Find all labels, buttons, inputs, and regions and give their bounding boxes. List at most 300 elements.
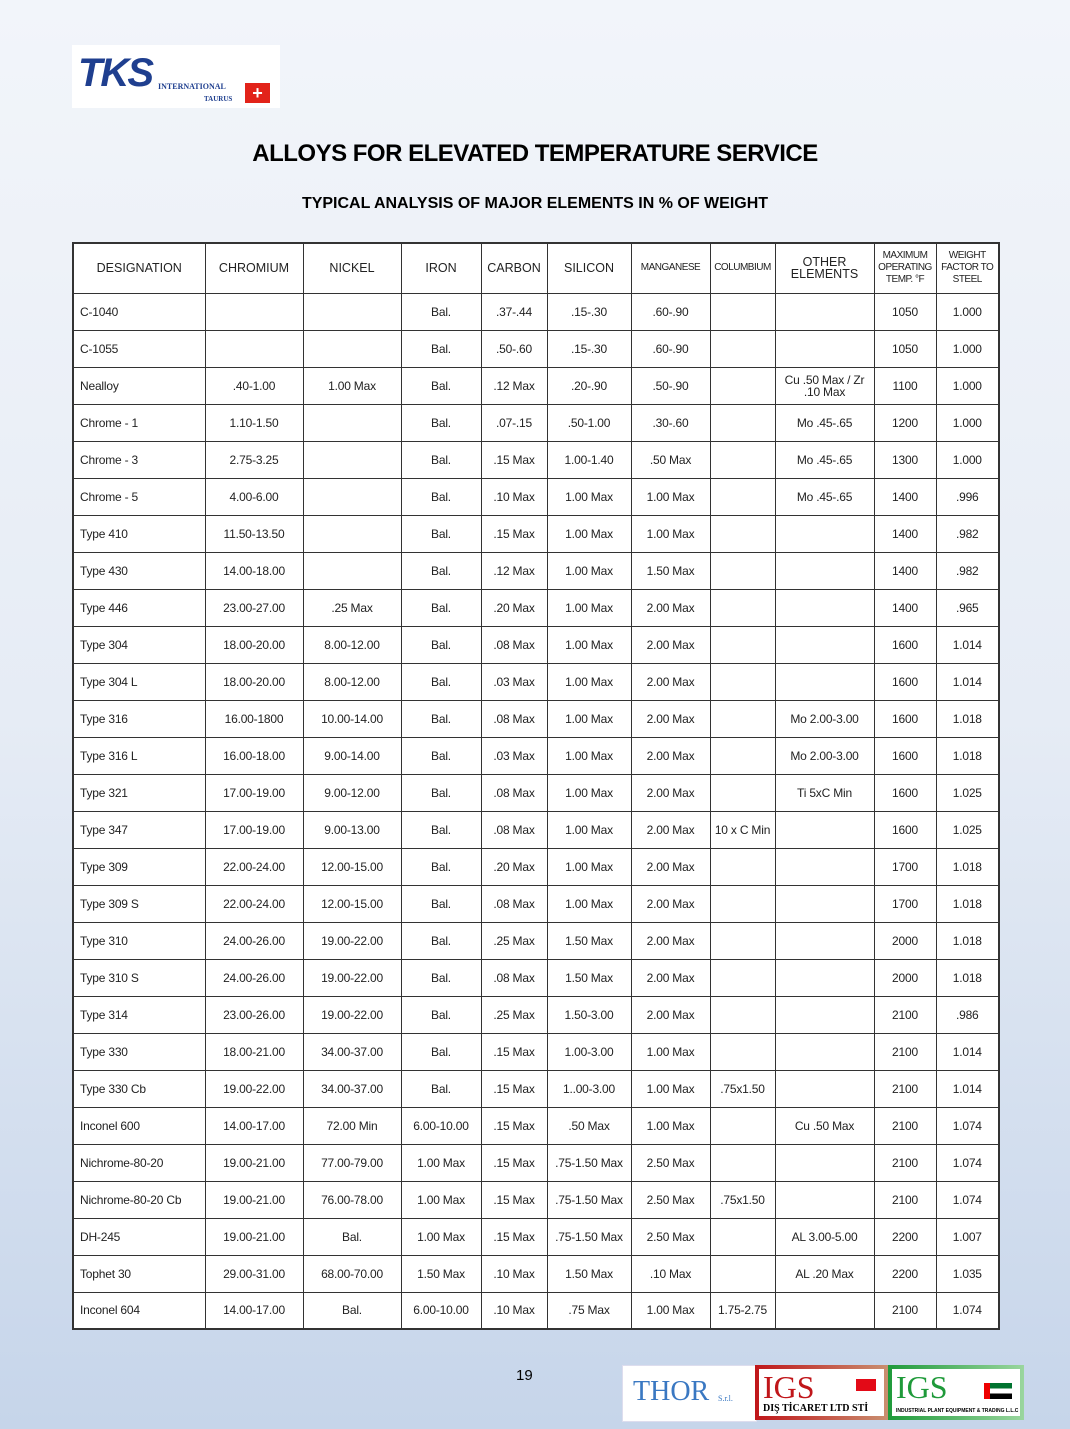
- table-cell: .10 Max: [481, 1255, 547, 1292]
- table-cell: Bal.: [401, 478, 481, 515]
- table-cell: .15 Max: [481, 1033, 547, 1070]
- table-cell: .37-.44: [481, 293, 547, 330]
- table-cell: 1.00 Max: [547, 811, 631, 848]
- table-row: [73, 552, 999, 589]
- table-row: [73, 848, 999, 885]
- table-cell: .15-.30: [547, 330, 631, 367]
- table-cell: [710, 737, 775, 774]
- table-cell: .75-1.50 Max: [547, 1144, 631, 1181]
- table-cell: [710, 1218, 775, 1255]
- table-cell: C-1040: [73, 293, 205, 330]
- table-cell: 24.00-26.00: [205, 922, 303, 959]
- table-cell: 1400: [874, 515, 936, 552]
- table-cell: 34.00-37.00: [303, 1070, 401, 1107]
- column-header: MANGANESE: [631, 243, 710, 293]
- table-cell: [303, 552, 401, 589]
- table-cell: AL 3.00-5.00: [775, 1218, 874, 1255]
- table-cell: Bal.: [401, 737, 481, 774]
- table-row: [73, 589, 999, 626]
- table-cell: Bal.: [401, 1070, 481, 1107]
- table-cell: 1.00 Max: [631, 1107, 710, 1144]
- table-cell: [710, 478, 775, 515]
- table-row: [73, 811, 999, 848]
- table-cell: Inconel 604: [73, 1292, 205, 1329]
- table-cell: 1.00 Max: [303, 367, 401, 404]
- table-cell: 14.00-18.00: [205, 552, 303, 589]
- table-cell: .75x1.50: [710, 1070, 775, 1107]
- table-cell: .15 Max: [481, 1070, 547, 1107]
- table-cell: .08 Max: [481, 626, 547, 663]
- table-cell: 2.00 Max: [631, 737, 710, 774]
- table-row: [73, 1144, 999, 1181]
- table-cell: [775, 515, 874, 552]
- table-cell: [710, 700, 775, 737]
- table-cell: 1.00 Max: [547, 515, 631, 552]
- table-cell: .50-1.00: [547, 404, 631, 441]
- table-cell: Bal.: [401, 996, 481, 1033]
- table-row: [73, 922, 999, 959]
- table-cell: 1.50 Max: [547, 959, 631, 996]
- table-cell: 8.00-12.00: [303, 663, 401, 700]
- table-cell: 1.074: [936, 1181, 999, 1218]
- table-cell: 16.00-18.00: [205, 737, 303, 774]
- table-cell: Chrome - 1: [73, 404, 205, 441]
- table-cell: 1.025: [936, 811, 999, 848]
- table-cell: 1.00 Max: [401, 1218, 481, 1255]
- table-row: [73, 404, 999, 441]
- table-cell: 1.00 Max: [631, 478, 710, 515]
- table-cell: [775, 959, 874, 996]
- column-header: DESIGNATION: [73, 243, 205, 293]
- table-row: [73, 478, 999, 515]
- table-cell: Bal.: [303, 1218, 401, 1255]
- table-cell: 2.00 Max: [631, 996, 710, 1033]
- table-cell: .10 Max: [631, 1255, 710, 1292]
- table-cell: Bal.: [401, 367, 481, 404]
- table-cell: 18.00-20.00: [205, 663, 303, 700]
- table-cell: .75-1.50 Max: [547, 1218, 631, 1255]
- table-cell: Bal.: [401, 848, 481, 885]
- table-cell: 1.074: [936, 1292, 999, 1329]
- table-row: [73, 663, 999, 700]
- table-cell: 1700: [874, 885, 936, 922]
- table-cell: [710, 1033, 775, 1070]
- table-cell: 1200: [874, 404, 936, 441]
- table-cell: Type 330: [73, 1033, 205, 1070]
- table-cell: Bal.: [401, 515, 481, 552]
- table-cell: 1.00 Max: [547, 663, 631, 700]
- thor-sub: S.r.l.: [718, 1394, 733, 1403]
- table-cell: Bal.: [401, 293, 481, 330]
- table-cell: Type 316: [73, 700, 205, 737]
- table-cell: 2000: [874, 922, 936, 959]
- table-cell: 72.00 Min: [303, 1107, 401, 1144]
- table-cell: Type 430: [73, 552, 205, 589]
- table-cell: 1.014: [936, 1070, 999, 1107]
- table-cell: .982: [936, 552, 999, 589]
- table-cell: 11.50-13.50: [205, 515, 303, 552]
- page-number: 19: [516, 1367, 533, 1384]
- table-cell: 1600: [874, 700, 936, 737]
- table-cell: 1.50 Max: [401, 1255, 481, 1292]
- igs-text: IGS: [896, 1369, 948, 1405]
- table-cell: 23.00-27.00: [205, 589, 303, 626]
- table-cell: Bal.: [401, 811, 481, 848]
- table-cell: 2100: [874, 1144, 936, 1181]
- table-cell: [303, 478, 401, 515]
- table-cell: .15-.30: [547, 293, 631, 330]
- table-cell: Bal.: [401, 774, 481, 811]
- table-cell: [775, 626, 874, 663]
- table-cell: [710, 441, 775, 478]
- table-cell: 10.00-14.00: [303, 700, 401, 737]
- table-cell: 2200: [874, 1255, 936, 1292]
- table-cell: Type 304: [73, 626, 205, 663]
- table-cell: [775, 811, 874, 848]
- table-cell: 1.50 Max: [631, 552, 710, 589]
- table-cell: Bal.: [401, 589, 481, 626]
- table-cell: [775, 885, 874, 922]
- table-cell: [710, 552, 775, 589]
- table-cell: 2100: [874, 1070, 936, 1107]
- table-cell: [303, 293, 401, 330]
- table-cell: .08 Max: [481, 885, 547, 922]
- table-cell: [710, 1255, 775, 1292]
- table-cell: Type 446: [73, 589, 205, 626]
- table-cell: Bal.: [401, 663, 481, 700]
- table-cell: 2100: [874, 1107, 936, 1144]
- table-cell: 2.00 Max: [631, 922, 710, 959]
- table-cell: 16.00-1800: [205, 700, 303, 737]
- table-cell: .15 Max: [481, 1218, 547, 1255]
- table-cell: .50-.60: [481, 330, 547, 367]
- table-cell: 14.00-17.00: [205, 1292, 303, 1329]
- table-cell: 2.00 Max: [631, 774, 710, 811]
- table-cell: Type 309: [73, 848, 205, 885]
- table-cell: 12.00-15.00: [303, 885, 401, 922]
- column-header: OTHER ELEMENTS: [775, 243, 874, 293]
- table-cell: Mo .45-.65: [775, 404, 874, 441]
- table-cell: 2.00 Max: [631, 848, 710, 885]
- table-cell: .08 Max: [481, 959, 547, 996]
- table-cell: .15 Max: [481, 515, 547, 552]
- table-cell: 1.014: [936, 626, 999, 663]
- table-cell: [775, 996, 874, 1033]
- table-cell: Bal.: [401, 441, 481, 478]
- table-cell: [303, 404, 401, 441]
- table-cell: 1.50-3.00: [547, 996, 631, 1033]
- table-cell: .12 Max: [481, 552, 547, 589]
- table-cell: 2.00 Max: [631, 626, 710, 663]
- table-cell: 2.00 Max: [631, 700, 710, 737]
- table-cell: 1600: [874, 811, 936, 848]
- table-cell: Mo .45-.65: [775, 441, 874, 478]
- table-cell: .996: [936, 478, 999, 515]
- table-cell: 76.00-78.00: [303, 1181, 401, 1218]
- table-cell: 9.00-14.00: [303, 737, 401, 774]
- table-cell: .10 Max: [481, 478, 547, 515]
- table-cell: 68.00-70.00: [303, 1255, 401, 1292]
- table-row: [73, 700, 999, 737]
- table-cell: 1.018: [936, 737, 999, 774]
- table-header-row: [73, 243, 999, 293]
- table-row: [73, 626, 999, 663]
- table-cell: 19.00-22.00: [303, 959, 401, 996]
- table-cell: 1.000: [936, 293, 999, 330]
- table-cell: .20-.90: [547, 367, 631, 404]
- table-cell: [710, 330, 775, 367]
- table-cell: .15 Max: [481, 1144, 547, 1181]
- table-cell: 18.00-21.00: [205, 1033, 303, 1070]
- table-cell: Chrome - 5: [73, 478, 205, 515]
- table-cell: 1600: [874, 626, 936, 663]
- table-row: [73, 367, 999, 404]
- logo-line1: INTERNATIONAL: [158, 82, 226, 91]
- table-cell: [205, 293, 303, 330]
- table-cell: 23.00-26.00: [205, 996, 303, 1033]
- table-cell: 1.00 Max: [547, 626, 631, 663]
- table-cell: Type 304 L: [73, 663, 205, 700]
- table-cell: Type 330 Cb: [73, 1070, 205, 1107]
- table-row: [73, 885, 999, 922]
- table-cell: 1.00 Max: [547, 885, 631, 922]
- table-row: [73, 1218, 999, 1255]
- table-cell: Bal.: [401, 885, 481, 922]
- table-cell: 1.00 Max: [631, 1070, 710, 1107]
- table-cell: [775, 1181, 874, 1218]
- column-header: COLUMBIUM: [710, 243, 775, 293]
- table-cell: 2.00 Max: [631, 885, 710, 922]
- table-cell: 1.50 Max: [547, 1255, 631, 1292]
- column-header: NICKEL: [303, 243, 401, 293]
- table-row: [73, 959, 999, 996]
- table-row: [73, 1070, 999, 1107]
- table-cell: Tophet 30: [73, 1255, 205, 1292]
- swiss-flag-icon: +: [245, 83, 270, 103]
- table-cell: 1.025: [936, 774, 999, 811]
- igs-uae-logo: [888, 1365, 1024, 1420]
- table-cell: Bal.: [401, 700, 481, 737]
- column-header: CARBON: [481, 243, 547, 293]
- table-cell: .50 Max: [631, 441, 710, 478]
- table-cell: C-1055: [73, 330, 205, 367]
- table-cell: .30-.60: [631, 404, 710, 441]
- table-cell: [710, 404, 775, 441]
- logo-line2: TAURUS: [204, 95, 233, 103]
- table-cell: Type 310 S: [73, 959, 205, 996]
- table-cell: 2100: [874, 996, 936, 1033]
- table-cell: 29.00-31.00: [205, 1255, 303, 1292]
- table-cell: [775, 1144, 874, 1181]
- table-cell: 1.00-1.40: [547, 441, 631, 478]
- column-header: CHROMIUM: [205, 243, 303, 293]
- turkey-flag-icon: [856, 1379, 876, 1391]
- table-cell: 1.074: [936, 1107, 999, 1144]
- table-cell: 1.50 Max: [547, 922, 631, 959]
- table-cell: 1.10-1.50: [205, 404, 303, 441]
- table-cell: [710, 922, 775, 959]
- table-cell: Type 314: [73, 996, 205, 1033]
- table-cell: 2000: [874, 959, 936, 996]
- table-cell: .15 Max: [481, 1107, 547, 1144]
- table-cell: Bal.: [401, 330, 481, 367]
- table-cell: .982: [936, 515, 999, 552]
- table-cell: [710, 885, 775, 922]
- table-row: [73, 1107, 999, 1144]
- table-cell: .03 Max: [481, 663, 547, 700]
- table-cell: Inconel 600: [73, 1107, 205, 1144]
- table-cell: 1.00 Max: [547, 552, 631, 589]
- column-header: IRON: [401, 243, 481, 293]
- table-cell: 1050: [874, 293, 936, 330]
- table-cell: 1.75-2.75: [710, 1292, 775, 1329]
- table-cell: 2100: [874, 1181, 936, 1218]
- table-cell: 1600: [874, 737, 936, 774]
- table-cell: Bal.: [401, 922, 481, 959]
- table-row: [73, 1181, 999, 1218]
- table-cell: .03 Max: [481, 737, 547, 774]
- table-cell: 1.00-3.00: [547, 1033, 631, 1070]
- table-cell: .08 Max: [481, 811, 547, 848]
- table-cell: .08 Max: [481, 774, 547, 811]
- table-cell: .60-.90: [631, 330, 710, 367]
- table-row: [73, 774, 999, 811]
- table-cell: 17.00-19.00: [205, 774, 303, 811]
- table-cell: 2.00 Max: [631, 811, 710, 848]
- table-cell: 18.00-20.00: [205, 626, 303, 663]
- page-title: ALLOYS FOR ELEVATED TEMPERATURE SERVICE: [252, 140, 818, 167]
- table-cell: 1.00 Max: [547, 774, 631, 811]
- table-cell: Type 310: [73, 922, 205, 959]
- table-cell: 1050: [874, 330, 936, 367]
- table-cell: [710, 996, 775, 1033]
- table-cell: 1.00 Max: [547, 737, 631, 774]
- table-cell: Type 316 L: [73, 737, 205, 774]
- table-cell: 1.000: [936, 367, 999, 404]
- table-cell: Bal.: [303, 1292, 401, 1329]
- table-cell: 1.000: [936, 441, 999, 478]
- table-cell: Bal.: [401, 404, 481, 441]
- table-row: [73, 996, 999, 1033]
- table-cell: Nealloy: [73, 367, 205, 404]
- table-row: [73, 1255, 999, 1292]
- table-cell: 1.00 Max: [631, 1292, 710, 1329]
- table-cell: [710, 626, 775, 663]
- table-cell: [710, 774, 775, 811]
- igs-tr-sub: DIŞ TİCARET LTD STİ: [763, 1403, 869, 1414]
- company-logo: [72, 45, 280, 108]
- table-cell: .986: [936, 996, 999, 1033]
- table-row: [73, 515, 999, 552]
- table-cell: [710, 515, 775, 552]
- table-cell: 1.00 Max: [547, 589, 631, 626]
- table-cell: [775, 330, 874, 367]
- table-row: [73, 330, 999, 367]
- table-cell: [303, 515, 401, 552]
- table-cell: 1.035: [936, 1255, 999, 1292]
- table-row: [73, 293, 999, 330]
- table-cell: [303, 441, 401, 478]
- table-cell: Type 410: [73, 515, 205, 552]
- table-row: [73, 737, 999, 774]
- table-cell: 2.50 Max: [631, 1181, 710, 1218]
- table-cell: 17.00-19.00: [205, 811, 303, 848]
- table-cell: 1600: [874, 663, 936, 700]
- table-cell: 1.00 Max: [401, 1144, 481, 1181]
- table-cell: [710, 367, 775, 404]
- table-cell: 1.018: [936, 959, 999, 996]
- alloy-table: [72, 242, 1000, 1330]
- column-header: MAXIMUM OPERATING TEMP. °F: [874, 243, 936, 293]
- table-cell: 4.00-6.00: [205, 478, 303, 515]
- table-cell: 1400: [874, 478, 936, 515]
- table-cell: [775, 922, 874, 959]
- table-cell: .15 Max: [481, 1181, 547, 1218]
- page-subtitle: TYPICAL ANALYSIS OF MAJOR ELEMENTS IN % OF WEIGHT: [301, 195, 769, 212]
- table-cell: 1.00 Max: [401, 1181, 481, 1218]
- table-cell: Nichrome-80-20 Cb: [73, 1181, 205, 1218]
- table-cell: 1.018: [936, 700, 999, 737]
- table-cell: 1700: [874, 848, 936, 885]
- table-cell: [775, 1033, 874, 1070]
- table-cell: [205, 330, 303, 367]
- table-cell: 1.074: [936, 1144, 999, 1181]
- table-cell: Mo 2.00-3.00: [775, 737, 874, 774]
- table-cell: 14.00-17.00: [205, 1107, 303, 1144]
- table-cell: .07-.15: [481, 404, 547, 441]
- table-cell: 12.00-15.00: [303, 848, 401, 885]
- table-cell: [710, 959, 775, 996]
- table-cell: AL .20 Max: [775, 1255, 874, 1292]
- table-cell: [775, 1292, 874, 1329]
- column-header: WEIGHT FACTOR TO STEEL: [936, 243, 999, 293]
- table-cell: 2.00 Max: [631, 589, 710, 626]
- table-cell: .12 Max: [481, 367, 547, 404]
- table-cell: 2.75-3.25: [205, 441, 303, 478]
- table-cell: Type 321: [73, 774, 205, 811]
- table-cell: 19.00-21.00: [205, 1218, 303, 1255]
- table-cell: Type 309 S: [73, 885, 205, 922]
- table-cell: 8.00-12.00: [303, 626, 401, 663]
- igs-turkey-logo: [755, 1365, 888, 1420]
- table-cell: 1.007: [936, 1218, 999, 1255]
- table-cell: Cu .50 Max: [775, 1107, 874, 1144]
- table-cell: 1.014: [936, 1033, 999, 1070]
- table-row: [73, 441, 999, 478]
- table-cell: .965: [936, 589, 999, 626]
- table-cell: 2.50 Max: [631, 1218, 710, 1255]
- table-cell: Mo 2.00-3.00: [775, 700, 874, 737]
- table-cell: 2200: [874, 1218, 936, 1255]
- table-cell: 1.00 Max: [547, 700, 631, 737]
- table-cell: [710, 589, 775, 626]
- table-cell: .75-1.50 Max: [547, 1181, 631, 1218]
- table-cell: 1400: [874, 589, 936, 626]
- table-cell: 2100: [874, 1292, 936, 1329]
- table-cell: .60-.90: [631, 293, 710, 330]
- table-cell: DH-245: [73, 1218, 205, 1255]
- table-cell: Bal.: [401, 1033, 481, 1070]
- table-cell: [710, 663, 775, 700]
- table-cell: .75 Max: [547, 1292, 631, 1329]
- table-cell: 9.00-13.00: [303, 811, 401, 848]
- table-cell: 1.014: [936, 663, 999, 700]
- table-cell: 1300: [874, 441, 936, 478]
- table-row: [73, 1033, 999, 1070]
- table-cell: .20 Max: [481, 848, 547, 885]
- thor-logo: [622, 1365, 757, 1422]
- table-cell: .50-.90: [631, 367, 710, 404]
